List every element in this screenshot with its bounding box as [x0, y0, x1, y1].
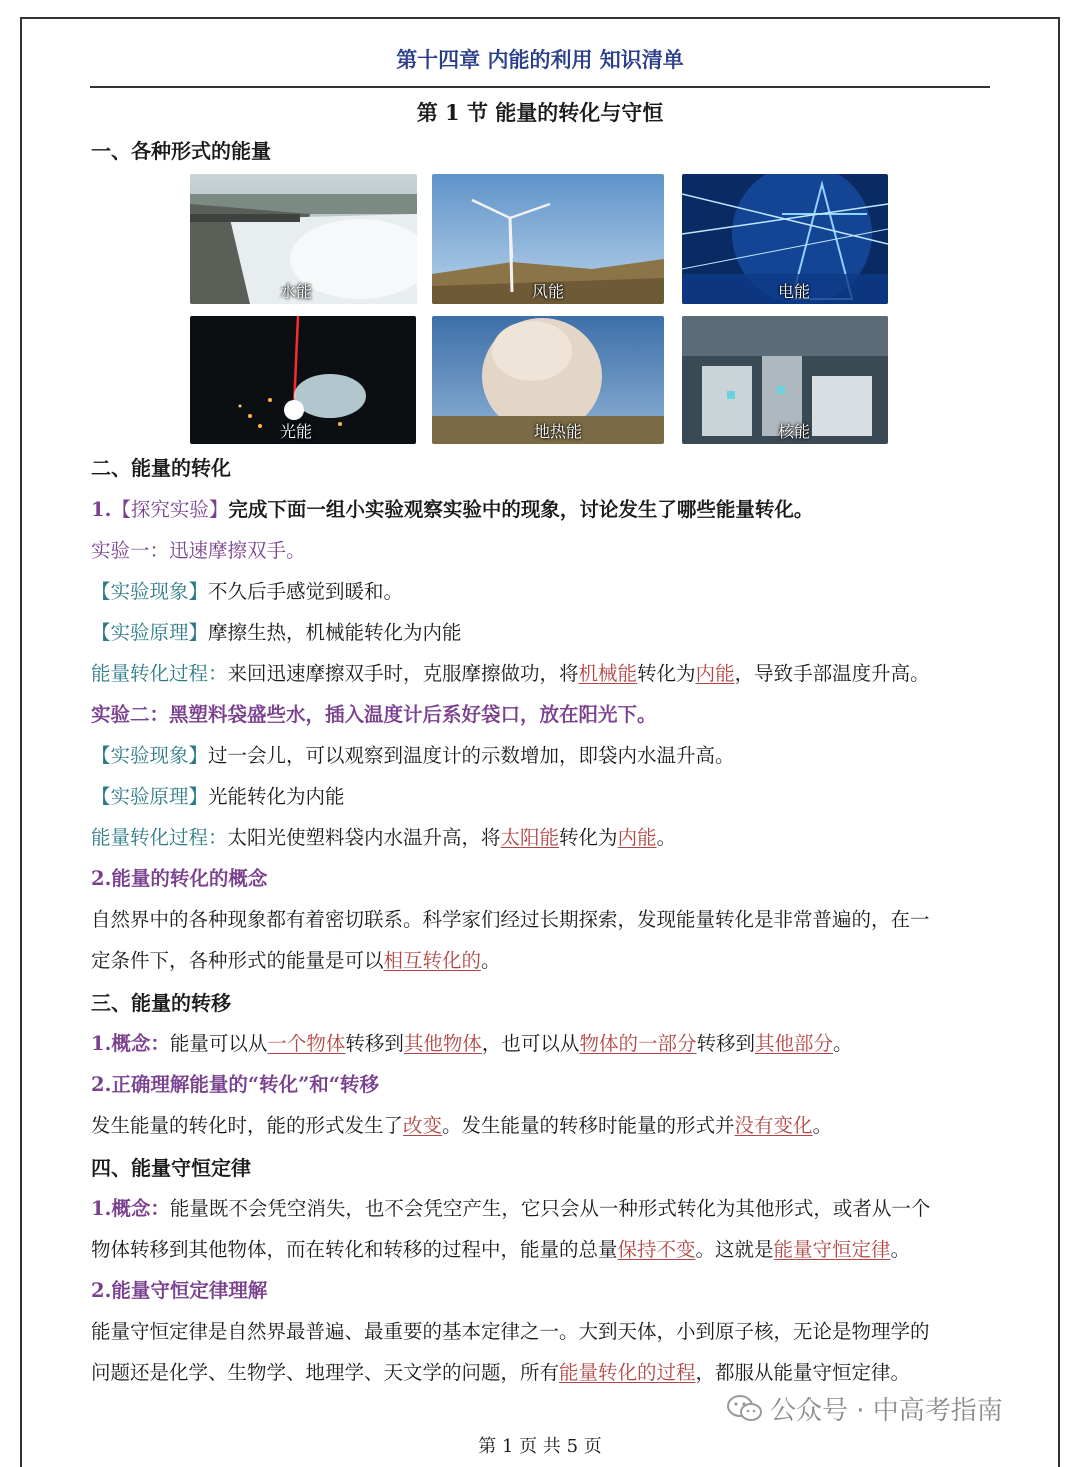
answer-blank: 能量转化的过程	[559, 1361, 696, 1384]
conservation-understanding-title: 2.能量守恒定律理解	[91, 1279, 268, 1302]
hydro-label: 水能	[279, 282, 312, 301]
transfer-vs-conversion-title: 2.正确理解能量的“转化”和“转移	[91, 1073, 380, 1096]
conservation-understanding-line1: 能量守恒定律是自然界最普遍、最重要的基本定律之一。大到天体，小到原子核，无论是物理学的	[91, 1320, 930, 1343]
answer-blank: 其他部分	[754, 1032, 833, 1055]
wechat-icon	[726, 1393, 764, 1423]
geothermal-image	[432, 316, 664, 444]
part1-heading: 一、各种形式的能量	[91, 139, 271, 163]
part4-heading: 四、能量守恒定律	[91, 1156, 251, 1180]
answer-blank: 一个物体	[267, 1032, 346, 1055]
experiment2-principle: 【实验原理】光能转化为内能	[91, 785, 345, 808]
experiment-intro: 1.【探究实验】完成下面一组小实验观察实验中的现象，讨论发生了哪些能量转化。	[91, 498, 814, 521]
experiment2-title: 实验二：黑塑料袋盛些水，插入温度计后系好袋口，放在阳光下。	[91, 703, 657, 726]
conservation-line2: 物体转移到其他物体，而在转化和转移的过程中，能量的总量保持不变。这就是能量守恒定律。	[91, 1238, 911, 1261]
experiment1-title: 实验一：迅速摩擦双手。	[91, 539, 306, 562]
answer-blank: 物体的一部分	[579, 1032, 697, 1055]
transfer-concept: 1.概念：能量可以从一个物体转移到其他物体，也可以从物体的一部分转移到其他部分。	[91, 1032, 853, 1055]
answer-blank: 内能	[617, 826, 657, 849]
experiment1-process: 能量转化过程：来回迅速摩擦双手时，克服摩擦做功，将机械能转化为内能，导致手部温度升高。	[91, 662, 930, 685]
answer-blank: 太阳能	[500, 826, 560, 849]
answer-blank: 其他物体	[403, 1032, 482, 1055]
watermark	[726, 1390, 1003, 1426]
answer-blank: 没有变化	[734, 1114, 813, 1137]
hydro-image	[190, 174, 417, 304]
part3-heading: 三、能量的转移	[91, 991, 231, 1015]
watermark-text: 公众号 · 中高考指南	[770, 1395, 1003, 1426]
electric-label: 电能	[777, 282, 810, 301]
experiment1-principle: 【实验原理】摩擦生热，机械能转化为内能	[91, 621, 462, 644]
header-divider	[90, 86, 990, 88]
concept-line1: 自然界中的各种现象都有着密切联系。科学家们经过长期探索，发现能量转化是非常普遍的，在一	[91, 908, 930, 931]
wind-image	[432, 174, 664, 304]
answer-blank: 相互转化的	[383, 949, 482, 972]
concept-title: 2.能量的转化的概念	[91, 867, 268, 890]
concept-line2: 定条件下，各种形式的能量是可以相互转化的。	[91, 949, 501, 972]
answer-blank: 能量守恒定律	[773, 1238, 891, 1261]
answer-blank: 保持不变	[617, 1238, 696, 1261]
experiment1-phenomenon: 【实验现象】不久后手感觉到暖和。	[91, 580, 404, 603]
section-title: 第 1 节 能量的转化与守恒	[416, 100, 664, 125]
answer-blank: 内能	[695, 662, 735, 685]
nuclear-image	[682, 316, 888, 444]
answer-blank: 改变	[403, 1114, 443, 1137]
light-label: 光能	[279, 422, 312, 441]
conservation-line1: 1.概念：能量既不会凭空消失，也不会凭空产生，它只会从一种形式转化为其他形式，或者从一个	[91, 1197, 931, 1220]
experiment2-process: 能量转化过程：太阳光使塑料袋内水温升高，将太阳能转化为内能。	[91, 826, 677, 849]
light-image	[190, 316, 416, 444]
nuclear-label: 核能	[777, 422, 810, 441]
page-footer: 第 1 页 共 5 页	[478, 1436, 602, 1457]
answer-blank: 机械能	[578, 662, 638, 685]
chapter-title: 第十四章 内能的利用 知识清单	[396, 47, 684, 72]
part2-heading: 二、能量的转化	[91, 456, 231, 480]
wind-label: 风能	[531, 282, 564, 301]
conservation-understanding-line2: 问题还是化学、生物学、地理学、天文学的问题，所有能量转化的过程，都服从能量守恒定律。	[91, 1361, 911, 1384]
electric-image	[682, 174, 888, 304]
geothermal-label: 地热能	[533, 422, 582, 441]
transfer-vs-conversion-text: 发生能量的转化时，能的形式发生了改变。发生能量的转移时能量的形式并没有变化。	[91, 1114, 833, 1137]
experiment2-phenomenon: 【实验现象】过一会儿，可以观察到温度计的示数增加，即袋内水温升高。	[91, 744, 735, 767]
